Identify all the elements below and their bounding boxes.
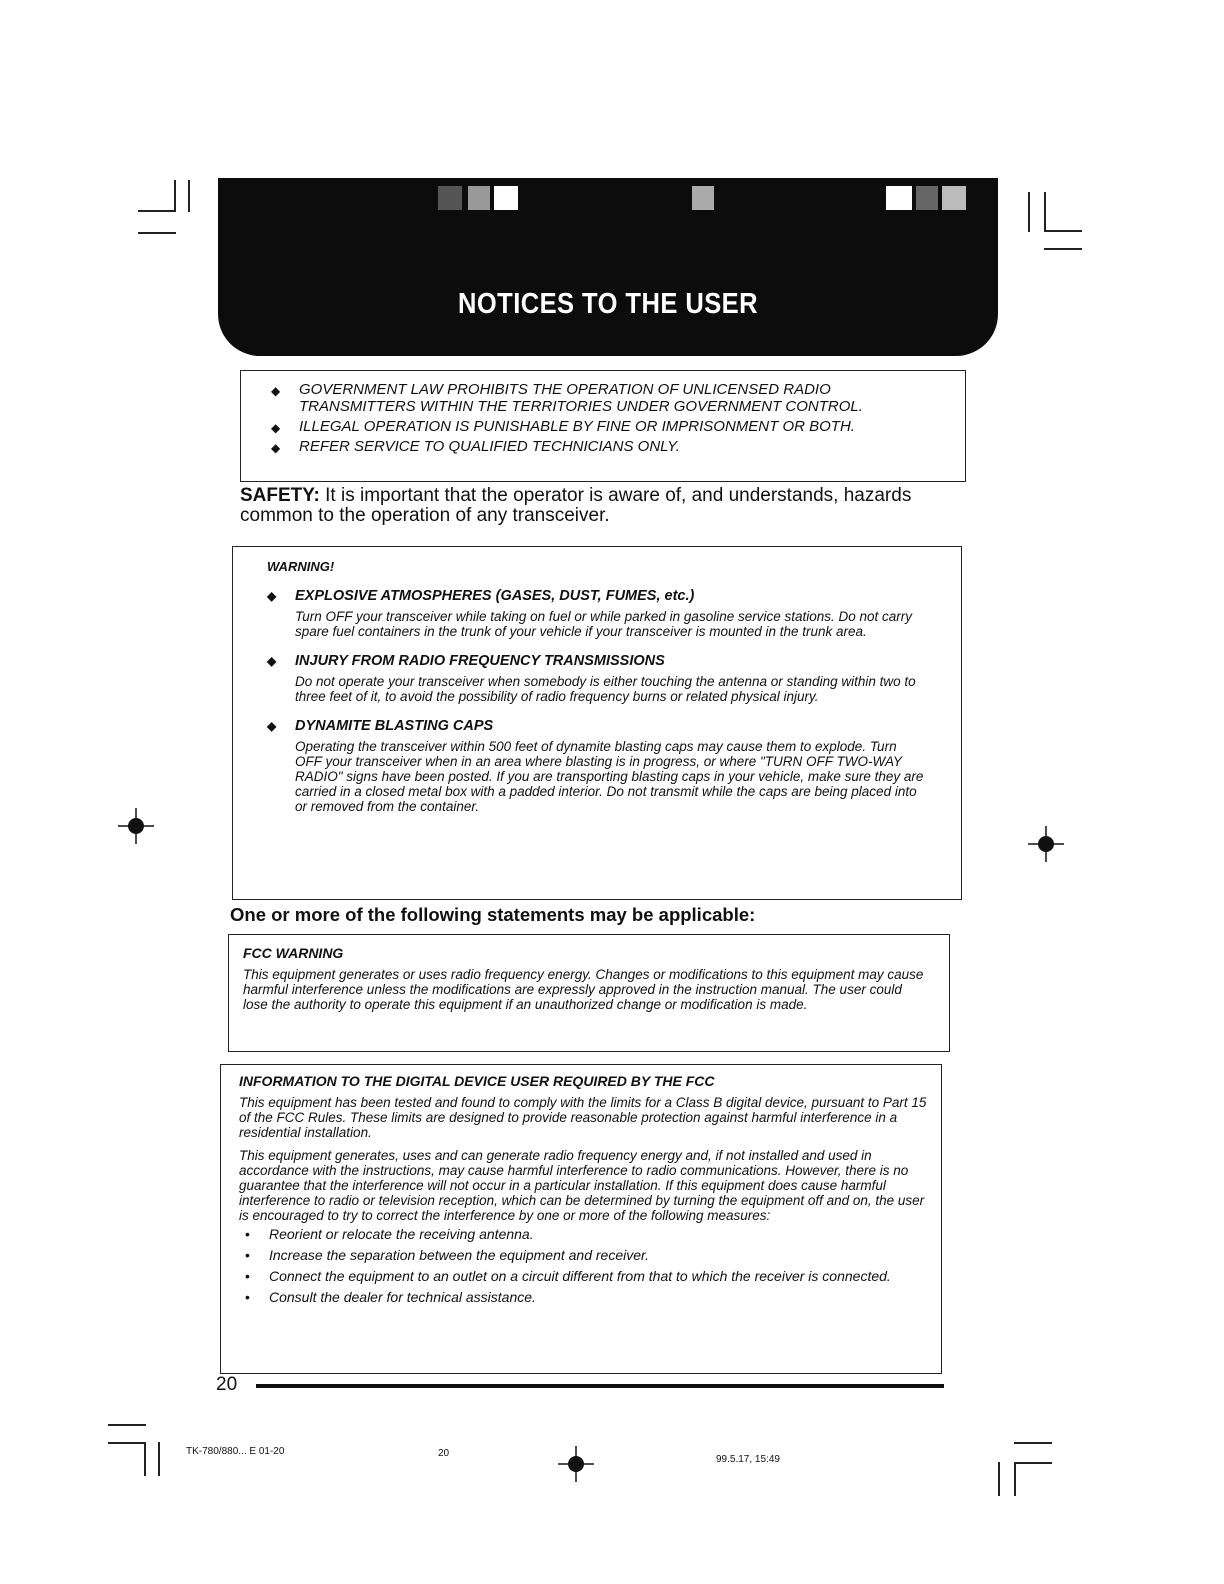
digital-device-title: INFORMATION TO THE DIGITAL DEVICE USER REQUIRED BY THE FCC [239,1073,715,1089]
measure-item: • Increase the separation between the equipment and receiver. [239,1248,927,1263]
warning-item [267,718,925,814]
measure-item: • Consult the dealer for technical assistance. [239,1290,927,1305]
government-notice-box [240,370,966,482]
safety-paragraph [240,486,970,526]
warning-item [267,653,925,704]
notice-item: ◆ GOVERNMENT LAW PROHIBITS THE OPERATION OF UNLICENSED RADIO TRANSMITTERS WITHIN THE TERRITORIES UNDER GOVERNMENT CONTROL. [271,381,951,415]
warning-heading: ◆ DYNAMITE BLASTING CAPS [267,718,925,734]
crop-mark [1014,1462,1052,1464]
fcc-warning-box [228,934,950,1052]
digital-device-para: This equipment has been tested and found to comply with the limits for a Class B digital device, pursuant to Part 15 of the FCC Rules. These limits are designed to provide reasonable protection against harmful interference in a residential installation. [239,1095,927,1140]
color-bar-square [468,186,490,210]
crop-mark [138,232,176,234]
color-bar-square [438,186,462,210]
measure-item: • Connect the equipment to an outlet on a circuit different from that to which the receiver is connected. [239,1269,927,1284]
crop-mark [1044,230,1082,232]
page-title: NOTICES TO THE USER [458,288,758,320]
color-bar-square [942,186,966,210]
warning-item [267,588,925,639]
registration-mark-icon [558,1446,594,1482]
measure-item: • Reorient or relocate the receiving antenna. [239,1227,927,1242]
color-bar-square [916,186,938,210]
fcc-warning-title: FCC WARNING [243,945,344,961]
crop-mark [138,210,176,212]
crop-mark [1028,192,1030,232]
color-bar-square [494,186,518,210]
warning-text: Operating the transceiver within 500 feet of dynamite blasting caps may cause them to explode. Turn OFF your transceiver when in an area where blasting is in progress, or where "TURN OFF TWO-WAY RADIO" signs have been posted. If you are transporting blasting caps in your vehicle, make sure they are carried in a closed metal box with a padded interior. Do not transmit while the caps are being placed into or removed from the container. [295,739,924,814]
print-datetime-label: 99.5.17, 15:49 [716,1454,780,1465]
crop-mark [174,180,176,212]
crop-mark [188,180,190,212]
digital-device-box [220,1064,942,1374]
crop-mark [1014,1462,1016,1496]
warning-heading: ◆ INJURY FROM RADIO FREQUENCY TRANSMISSIONS [267,653,925,669]
registration-mark-icon [118,808,154,844]
color-bar-square [886,186,912,210]
crop-mark [108,1442,146,1444]
crop-mark [1014,1442,1052,1444]
safety-label: SAFETY: [240,485,320,506]
notice-item: ◆ ILLEGAL OPERATION IS PUNISHABLE BY FINE OR IMPRISONMENT OR BOTH. [271,418,951,435]
crop-mark [108,1424,146,1426]
footer-rule [256,1384,944,1388]
fcc-warning-text: This equipment generates or uses radio frequency energy. Changes or modifications to this equipment may cause harmful interference unless the modifications are expressly approved in the instruction manual. The user could lose the authority to operate this equipment if an unauthorized change or modification is made. [243,967,924,1012]
notice-item: ◆ REFER SERVICE TO QUALIFIED TECHNICIANS ONLY. [271,438,951,455]
warning-box [232,546,962,900]
warning-heading: ◆ EXPLOSIVE ATMOSPHERES (GASES, DUST, FUMES, etc.) [267,588,925,604]
print-page-label: 20 [438,1448,450,1459]
crop-mark [998,1462,1000,1496]
digital-device-para: This equipment generates, uses and can generate radio frequency energy and, if not installed and used in accordance with the instructions, may cause harmful interference to radio communications. However, there is no guarantee that the interference will not occur in a particular installation. If this equipment does cause harmful interference to radio or television reception, which can be determined by turning the equipment off and on, the user is encouraged to try to correct the interference by one or more of the following measures: [239,1148,925,1223]
page-number: 20 [216,1374,238,1395]
print-file-label: TK-780/880... E 01-20 [186,1446,285,1457]
warning-text: Turn OFF your transceiver while taking on fuel or while parked in gasoline service stations. Do not carry spare fuel containers in the trunk of your vehicle if your transceiver is mounted in the trunk area. [295,609,913,639]
section-heading: One or more of the following statements may be applicable: [230,904,756,925]
crop-mark [1044,192,1046,232]
warning-text: Do not operate your transceiver when somebody is either touching the antenna or standing within two to three feet of it, to avoid the possibility of radio frequency burns or related physical injury. [295,674,916,704]
safety-text: It is important that the operator is aware of, and understands, hazards common to the operation of any transceiver. [240,485,912,526]
header-banner [218,178,998,356]
color-bar-square [692,186,714,210]
warning-title: WARNING! [267,559,335,574]
registration-mark-icon [1028,826,1064,862]
crop-mark [158,1442,160,1476]
crop-mark [1044,248,1082,250]
crop-mark [144,1442,146,1476]
